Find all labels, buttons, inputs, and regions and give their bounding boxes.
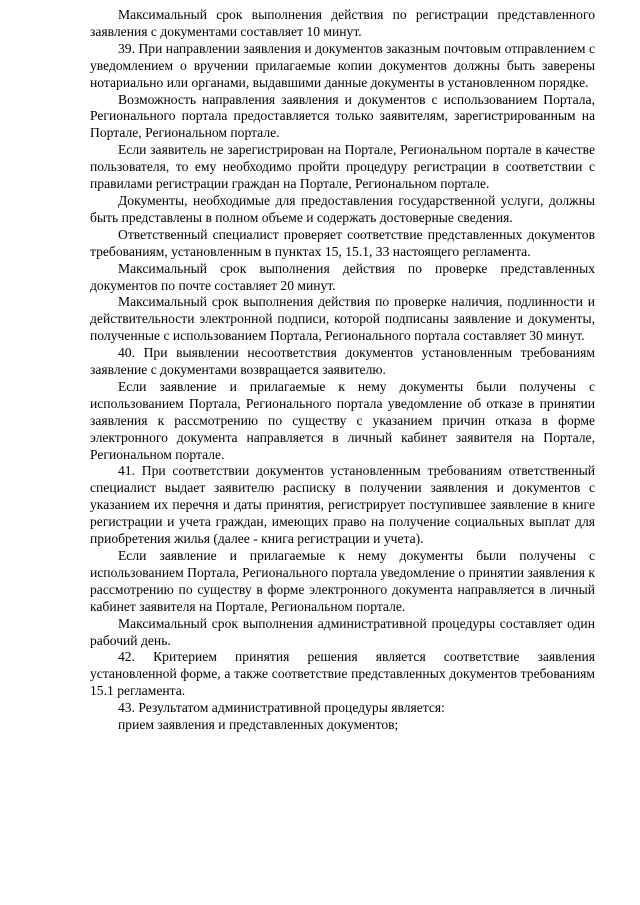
paragraph: 42. Критерием принятия решения является соответствие заявления установленной форме, а также соответствие представленных документов требованиям 15.1 регламента. (90, 649, 595, 699)
paragraph: 40. При выявлении несоответствия документов установленным требованиям заявление с документами возвращается заявителю. (90, 345, 595, 378)
paragraph: Документы, необходимые для предоставления государственной услуги, должны быть представлены в полном объеме и содержать достоверные сведения. (90, 192, 595, 225)
paragraph: 41. При соответствии документов установленным требованиям ответственный специалист выдает заявителю расписку в получении заявления и документов с указанием их перечня и даты принятия, регистрирует поступившее заявление в книге регистрации и учета граждан, имеющих право на получение социальных выплат для приобретения жилья (далее - книга регистрации и учета). (90, 463, 595, 547)
paragraph: Максимальный срок выполнения действия по проверке наличия, подлинности и действительности электронной подписи, которой подписаны заявление и документы, полученные с использованием Портала, Регионального портала составляет 30 минут. (90, 294, 595, 344)
paragraph: Если заявитель не зарегистрирован на Портале, Региональном портале в качестве пользователя, то ему необходимо пройти процедуру регистрации в соответствии с правилами регистрации граждан на Портале, Региональном портале. (90, 142, 595, 192)
paragraph: Возможность направления заявления и документов с использованием Портала, Регионального портала предоставляется только заявителям, зарегистрированным на Портале, Региональном портале. (90, 91, 595, 141)
paragraph: Максимальный срок выполнения действия по проверке представленных документов по почте составляет 20 минут. (90, 260, 595, 293)
paragraph: Если заявление и прилагаемые к нему документы были получены с использованием Портала, Регионального портала уведомление об отказе в принятии заявления к рассмотрению по существу с указанием причин отказа в форме электронного документа направляется в личный кабинет заявителя на Портале, Региональном портале. (90, 378, 595, 462)
paragraph: Максимальный срок выполнения действия по регистрации представленного заявления с документами составляет 10 минут. (90, 7, 595, 39)
paragraph: 39. При направлении заявления и документов заказным почтовым отправлением с уведомлением о вручении прилагаемые копии документов должны быть заверены нотариально или органами, выдавшими данные документы в установленном порядке. (90, 40, 595, 90)
paragraph: Если заявление и прилагаемые к нему документы были получены с использованием Портала, Регионального портала уведомление о принятии заявления к рассмотрению по существу в форме электронного документа направляется в личный кабинет заявителя на Портале, Региональном портале. (90, 548, 595, 614)
paragraph: 43. Результатом административной процедуры является: (118, 700, 445, 716)
document-body (90, 7, 595, 734)
paragraph: Ответственный специалист проверяет соответствие представленных документов требованиям, установленным в пунктах 15, 15.1, 33 настоящего регламента. (90, 226, 595, 259)
paragraph: прием заявления и представленных документов; (118, 717, 399, 733)
paragraph: Максимальный срок выполнения административной процедуры составляет один рабочий день. (90, 615, 595, 648)
